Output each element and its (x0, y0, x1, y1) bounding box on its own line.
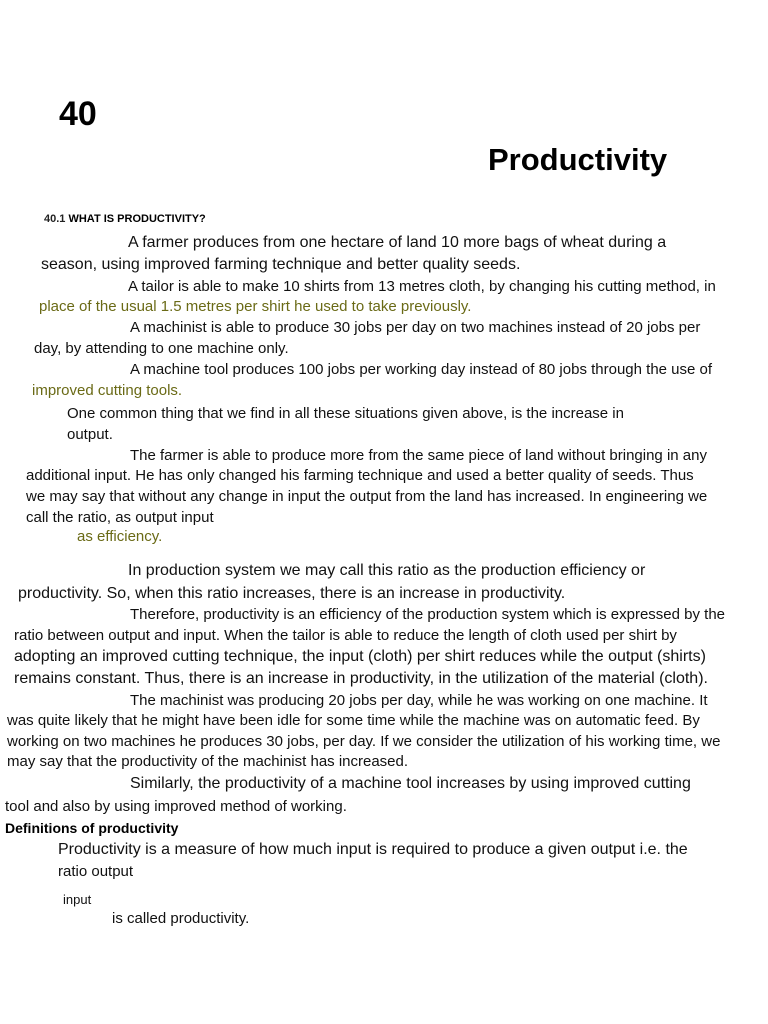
text-line: additional input. He has only changed his farming technique and used a better quality of seeds. Thus (26, 467, 694, 484)
chapter-number: 40 (59, 95, 97, 133)
section-heading (44, 213, 206, 225)
text-line: was quite likely that he might have been idle for some time while the machine was on automatic feed. By (7, 712, 700, 729)
text-line: productivity. So, when this ratio increases, there is an increase in productivity. (18, 585, 566, 602)
text-line: output. (67, 426, 113, 443)
text-line: may say that the productivity of the machinist has increased. (7, 753, 409, 770)
text-line: The machinist was producing 20 jobs per day, while he was working on one machine. It (130, 692, 708, 709)
section-title: WHAT IS PRODUCTIVITY? (68, 213, 206, 225)
text-line: A machinist is able to produce 30 jobs per day on two machines instead of 20 jobs per (130, 319, 701, 336)
text-line: tool and also by using improved method of working. (5, 798, 347, 815)
text-line: as efficiency. (77, 528, 163, 545)
text-line: The farmer is able to produce more from the same piece of land without bringing in any (130, 447, 707, 464)
text-line: Therefore, productivity is an efficiency of the production system which is expressed by the (130, 606, 726, 623)
section-number: 40.1 (44, 213, 66, 225)
definition-line: Productivity is a measure of how much input is required to produce a given output i.e. the (58, 841, 688, 858)
text-line: Similarly, the productivity of a machine tool increases by using improved cutting (130, 775, 691, 792)
text-line: working on two machines he produces 30 jobs, per day. If we consider the utilization of his working time, we (7, 733, 721, 750)
text-line: A tailor is able to make 10 shirts from 13 metres cloth, by changing his cutting method, in (128, 278, 716, 295)
text-line: place of the usual 1.5 metres per shirt he used to take previously. (39, 298, 472, 315)
page-title: Productivity (488, 142, 668, 177)
text-line: we may say that without any change in input the output from the land has increased. In engineering we (26, 488, 708, 505)
text-line: A farmer produces from one hectare of land 10 more bags of wheat during a (128, 234, 667, 251)
text-line: In production system we may call this ratio as the production efficiency or (128, 562, 646, 579)
text-line: call the ratio, as output input (26, 509, 214, 526)
text-line: A machine tool produces 100 jobs per working day instead of 80 jobs through the use of (130, 361, 713, 378)
definition-line: input (63, 892, 92, 907)
definition-line: is called productivity. (112, 910, 250, 927)
text-line: improved cutting tools. (32, 382, 183, 399)
text-line: ratio between output and input. When the tailor is able to reduce the length of cloth used per shirt by (14, 627, 677, 644)
definitions-heading: Definitions of productivity (5, 820, 179, 836)
text-line: adopting an improved cutting technique, the input (cloth) per shirt reduces while the output (shirts) (14, 648, 706, 665)
text-line: remains constant. Thus, there is an increase in productivity, in the utilization of the material (cloth). (14, 670, 708, 687)
text-line: day, by attending to one machine only. (34, 340, 289, 357)
text-line: season, using improved farming technique and better quality seeds. (41, 256, 521, 273)
definition-line: ratio output (58, 863, 134, 880)
text-line: One common thing that we find in all these situations given above, is the increase in (67, 405, 624, 422)
